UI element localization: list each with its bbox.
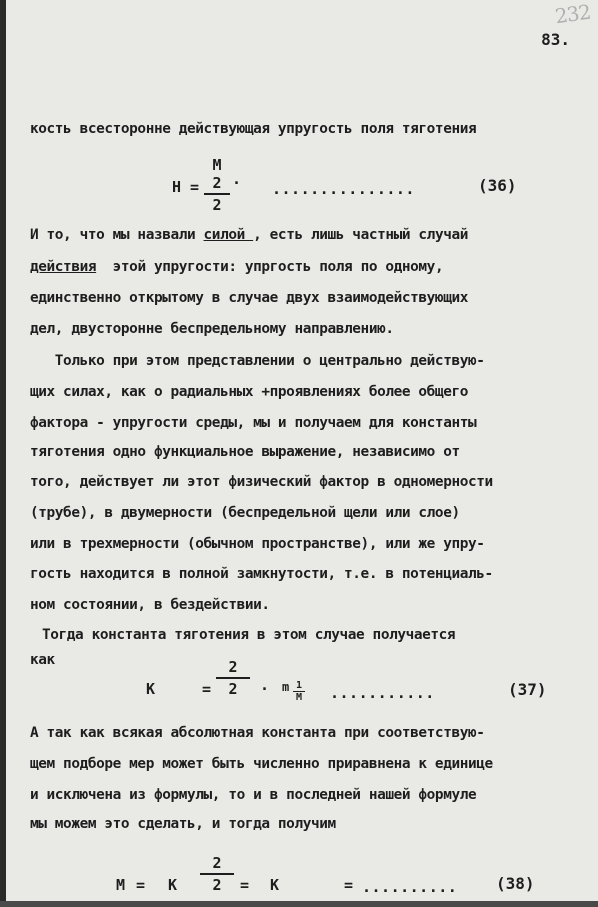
eq38-equals-1: = — [136, 876, 146, 894]
para3-line-1: Тогда константа тяготения в этом случае получается — [42, 627, 456, 643]
fraction-bar — [200, 873, 234, 875]
para4-line: и исключена из формулы, то и в последней нашей формуле — [30, 787, 477, 803]
eq38-denominator: 2 — [212, 875, 222, 894]
para2-line: ном состоянии, в бездействии. — [30, 597, 270, 613]
para1-text: этой упругости: упргость поля по одному, — [96, 259, 444, 275]
eq38-numerator: 2 — [212, 854, 222, 872]
para4-line: щем подборе мер может быть численно приравнена к единице — [30, 756, 493, 772]
eq36-numerator: М 2 — [212, 156, 222, 192]
para1-line-2 — [30, 258, 443, 276]
eq36-trailing-dot: . — [232, 170, 242, 188]
para4-line: А так как всякая абсолютная константа при соответствую- — [30, 725, 485, 741]
para3-line-2: как — [30, 652, 55, 668]
fraction-bar — [204, 193, 230, 195]
para2-line: Только при этом представлении о центрально действую- — [30, 353, 485, 369]
eq36-denominator: 2 — [212, 195, 222, 214]
para2-line: фактора - упругости среды, мы и получаем для константы — [30, 415, 477, 431]
underlined-term-sila: силой — [203, 227, 254, 243]
eq37-lhs: К — [146, 680, 156, 698]
eq36-fraction — [204, 156, 230, 214]
eq38-lhs: М — [116, 876, 126, 894]
para2-line: тяготения одно функциальное выражение, независимо от — [30, 444, 460, 460]
page-number: 83. — [541, 30, 570, 49]
eq36-leader-dots: ............... — [272, 180, 415, 198]
eq38-leader-dots: .......... — [362, 878, 458, 896]
para1-line-4: дел, двусторонне беспредельному направлению. — [30, 321, 394, 337]
para2-line: того, действует ли этот физический фактор в одномерности — [30, 474, 493, 490]
eq37-sub-numerator: 1 — [295, 680, 303, 691]
eq36-lhs: Н — [172, 178, 182, 196]
eq38-fraction — [200, 854, 234, 894]
eq36-number: (36) — [478, 176, 517, 195]
eq37-denominator: 2 — [228, 679, 238, 698]
eq38-k-1: К — [168, 876, 178, 894]
eq37-sub-denominator: М — [295, 692, 303, 703]
eq36-equals: = — [190, 178, 200, 196]
intro-line: кость всесторонне действующая упругость поля тяготения — [30, 121, 477, 137]
eq37-equals: = — [202, 680, 212, 698]
eq37-fraction — [216, 658, 250, 698]
para1-text: И то, что мы назвали — [30, 227, 204, 243]
para1-line-1 — [30, 226, 468, 244]
para4-line: мы можем это сделать, и тогда получим — [30, 816, 336, 832]
eq37-m: m — [282, 680, 290, 694]
fraction-bar — [216, 677, 250, 679]
eq37-sub-fraction — [293, 680, 305, 703]
eq37-dot: · — [260, 680, 270, 698]
eq38-k-2: К — [270, 876, 280, 894]
para2-line: гость находится в полной замкнутости, т.е. в потенциаль- — [30, 566, 493, 582]
para2-line: щих силах, как о радиальных +проявлениях более общего — [30, 384, 468, 400]
eq37-leader-dots: ........... — [330, 684, 435, 702]
para2-line: (трубе), в двумерности (беспредельной щели или слое) — [30, 505, 460, 521]
archive-page-stamp: 232 — [553, 0, 592, 29]
eq37-number: (37) — [508, 680, 547, 699]
para1-text: , есть лишь частный случай — [253, 227, 469, 243]
para2-line: или в трехмерности (обычном пространстве), или же упру- — [30, 536, 485, 552]
underlined-term-deistviya: действия — [30, 259, 97, 275]
eq38-number: (38) — [496, 874, 535, 893]
eq38-equals-3: = — [344, 876, 354, 894]
eq38-equals-2: = — [240, 876, 250, 894]
para1-line-3: единственно открытому в случае двух взаимодействующих — [30, 290, 468, 306]
eq37-numerator: 2 — [228, 658, 238, 676]
